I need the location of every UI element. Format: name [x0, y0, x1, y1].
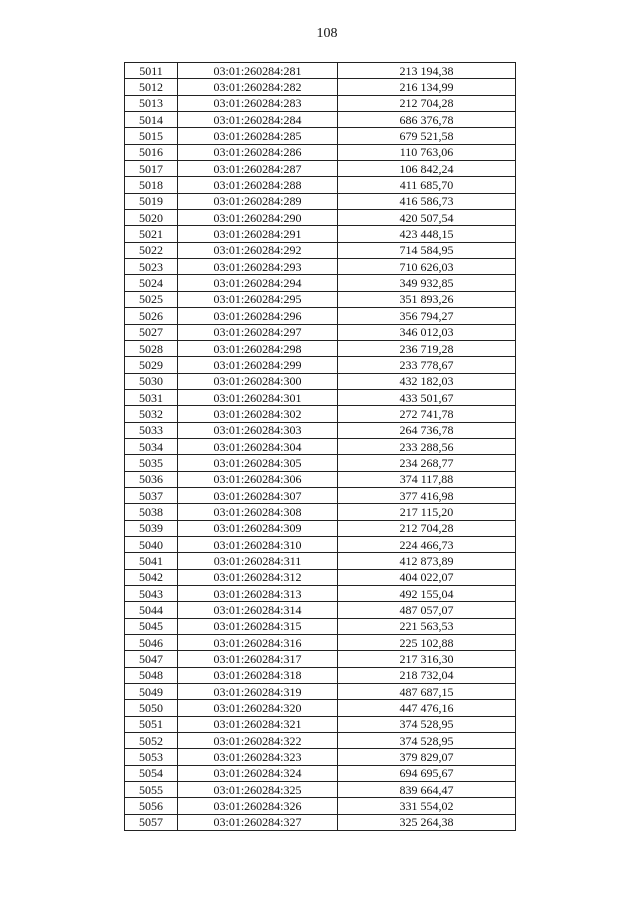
cadastral-number-cell: 03:01:260284:308 [178, 504, 338, 520]
value-cell: 416 586,73 [338, 193, 516, 209]
value-cell: 264 736,78 [338, 422, 516, 438]
table-row [125, 340, 516, 356]
table-row [125, 455, 516, 471]
row-number-cell: 5029 [125, 357, 178, 373]
table-row [125, 193, 516, 209]
table-row [125, 749, 516, 765]
cadastral-number-cell: 03:01:260284:301 [178, 389, 338, 405]
table-row [125, 684, 516, 700]
table-row [125, 667, 516, 683]
value-cell: 487 687,15 [338, 684, 516, 700]
value-cell: 349 932,85 [338, 275, 516, 291]
value-cell: 379 829,07 [338, 749, 516, 765]
cadastral-number-cell: 03:01:260284:298 [178, 340, 338, 356]
value-cell: 217 316,30 [338, 651, 516, 667]
value-cell: 272 741,78 [338, 406, 516, 422]
value-cell: 412 873,89 [338, 553, 516, 569]
value-cell: 325 264,38 [338, 814, 516, 830]
value-cell: 420 507,54 [338, 210, 516, 226]
value-cell: 492 155,04 [338, 586, 516, 602]
value-cell: 374 528,95 [338, 716, 516, 732]
row-number-cell: 5016 [125, 144, 178, 160]
row-number-cell: 5047 [125, 651, 178, 667]
cadastral-number-cell: 03:01:260284:289 [178, 193, 338, 209]
table-row [125, 602, 516, 618]
table-row [125, 471, 516, 487]
cadastral-number-cell: 03:01:260284:325 [178, 782, 338, 798]
cadastral-number-cell: 03:01:260284:312 [178, 569, 338, 585]
table-row [125, 79, 516, 95]
row-number-cell: 5024 [125, 275, 178, 291]
row-number-cell: 5039 [125, 520, 178, 536]
value-cell: 433 501,67 [338, 389, 516, 405]
table-row [125, 406, 516, 422]
value-cell: 346 012,03 [338, 324, 516, 340]
row-number-cell: 5046 [125, 635, 178, 651]
row-number-cell: 5050 [125, 700, 178, 716]
row-number-cell: 5051 [125, 716, 178, 732]
table-row [125, 586, 516, 602]
table-row [125, 765, 516, 781]
cadastral-number-cell: 03:01:260284:319 [178, 684, 338, 700]
table-row [125, 798, 516, 814]
row-number-cell: 5036 [125, 471, 178, 487]
cadastral-number-cell: 03:01:260284:294 [178, 275, 338, 291]
cadastral-number-cell: 03:01:260284:327 [178, 814, 338, 830]
row-number-cell: 5053 [125, 749, 178, 765]
table-row [125, 651, 516, 667]
value-cell: 212 704,28 [338, 520, 516, 536]
table-row [125, 357, 516, 373]
cadastral-number-cell: 03:01:260284:321 [178, 716, 338, 732]
value-cell: 110 763,06 [338, 144, 516, 160]
row-number-cell: 5049 [125, 684, 178, 700]
cadastral-number-cell: 03:01:260284:317 [178, 651, 338, 667]
registry-table [124, 62, 516, 831]
table-row [125, 112, 516, 128]
row-number-cell: 5011 [125, 63, 178, 79]
table-row [125, 259, 516, 275]
cadastral-number-cell: 03:01:260284:316 [178, 635, 338, 651]
cadastral-number-cell: 03:01:260284:326 [178, 798, 338, 814]
table-row [125, 373, 516, 389]
table-row [125, 814, 516, 830]
row-number-cell: 5012 [125, 79, 178, 95]
value-cell: 710 626,03 [338, 259, 516, 275]
cadastral-number-cell: 03:01:260284:283 [178, 95, 338, 111]
row-number-cell: 5042 [125, 569, 178, 585]
row-number-cell: 5015 [125, 128, 178, 144]
cadastral-number-cell: 03:01:260284:323 [178, 749, 338, 765]
cadastral-number-cell: 03:01:260284:285 [178, 128, 338, 144]
value-cell: 331 554,02 [338, 798, 516, 814]
cadastral-number-cell: 03:01:260284:282 [178, 79, 338, 95]
cadastral-number-cell: 03:01:260284:303 [178, 422, 338, 438]
value-cell: 423 448,15 [338, 226, 516, 242]
value-cell: 233 288,56 [338, 438, 516, 454]
cadastral-number-cell: 03:01:260284:296 [178, 308, 338, 324]
table-row [125, 128, 516, 144]
value-cell: 404 022,07 [338, 569, 516, 585]
row-number-cell: 5040 [125, 536, 178, 552]
cadastral-number-cell: 03:01:260284:322 [178, 733, 338, 749]
row-number-cell: 5056 [125, 798, 178, 814]
cadastral-number-cell: 03:01:260284:304 [178, 438, 338, 454]
value-cell: 432 182,03 [338, 373, 516, 389]
cadastral-number-cell: 03:01:260284:291 [178, 226, 338, 242]
table-row [125, 177, 516, 193]
value-cell: 679 521,58 [338, 128, 516, 144]
cadastral-number-cell: 03:01:260284:286 [178, 144, 338, 160]
cadastral-number-cell: 03:01:260284:281 [178, 63, 338, 79]
cadastral-number-cell: 03:01:260284:287 [178, 161, 338, 177]
value-cell: 377 416,98 [338, 487, 516, 503]
value-cell: 224 466,73 [338, 536, 516, 552]
row-number-cell: 5035 [125, 455, 178, 471]
cadastral-number-cell: 03:01:260284:288 [178, 177, 338, 193]
table-row [125, 161, 516, 177]
table-row [125, 635, 516, 651]
table-row [125, 63, 516, 79]
registry-table-body [125, 63, 516, 831]
value-cell: 212 704,28 [338, 95, 516, 111]
value-cell: 714 584,95 [338, 242, 516, 258]
row-number-cell: 5034 [125, 438, 178, 454]
table-row [125, 389, 516, 405]
value-cell: 236 719,28 [338, 340, 516, 356]
row-number-cell: 5027 [125, 324, 178, 340]
value-cell: 374 117,88 [338, 471, 516, 487]
cadastral-number-cell: 03:01:260284:311 [178, 553, 338, 569]
row-number-cell: 5054 [125, 765, 178, 781]
row-number-cell: 5052 [125, 733, 178, 749]
cadastral-number-cell: 03:01:260284:315 [178, 618, 338, 634]
table-row [125, 716, 516, 732]
row-number-cell: 5055 [125, 782, 178, 798]
cadastral-number-cell: 03:01:260284:302 [178, 406, 338, 422]
row-number-cell: 5031 [125, 389, 178, 405]
cadastral-number-cell: 03:01:260284:318 [178, 667, 338, 683]
table-row [125, 700, 516, 716]
table-row [125, 291, 516, 307]
value-cell: 839 664,47 [338, 782, 516, 798]
table-row [125, 438, 516, 454]
table-row [125, 504, 516, 520]
table-row [125, 324, 516, 340]
cadastral-number-cell: 03:01:260284:310 [178, 536, 338, 552]
value-cell: 351 893,26 [338, 291, 516, 307]
row-number-cell: 5045 [125, 618, 178, 634]
table-row [125, 487, 516, 503]
cadastral-number-cell: 03:01:260284:313 [178, 586, 338, 602]
row-number-cell: 5041 [125, 553, 178, 569]
table-row [125, 242, 516, 258]
row-number-cell: 5032 [125, 406, 178, 422]
cadastral-number-cell: 03:01:260284:305 [178, 455, 338, 471]
row-number-cell: 5019 [125, 193, 178, 209]
cadastral-number-cell: 03:01:260284:297 [178, 324, 338, 340]
value-cell: 234 268,77 [338, 455, 516, 471]
row-number-cell: 5043 [125, 586, 178, 602]
table-row [125, 782, 516, 798]
table-row [125, 520, 516, 536]
value-cell: 221 563,53 [338, 618, 516, 634]
cadastral-number-cell: 03:01:260284:320 [178, 700, 338, 716]
table-row [125, 210, 516, 226]
row-number-cell: 5048 [125, 667, 178, 683]
cadastral-number-cell: 03:01:260284:293 [178, 259, 338, 275]
value-cell: 106 842,24 [338, 161, 516, 177]
value-cell: 447 476,16 [338, 700, 516, 716]
value-cell: 225 102,88 [338, 635, 516, 651]
table-row [125, 618, 516, 634]
row-number-cell: 5057 [125, 814, 178, 830]
cadastral-number-cell: 03:01:260284:324 [178, 765, 338, 781]
row-number-cell: 5020 [125, 210, 178, 226]
value-cell: 694 695,67 [338, 765, 516, 781]
cadastral-number-cell: 03:01:260284:307 [178, 487, 338, 503]
table-row [125, 275, 516, 291]
row-number-cell: 5026 [125, 308, 178, 324]
row-number-cell: 5018 [125, 177, 178, 193]
row-number-cell: 5014 [125, 112, 178, 128]
row-number-cell: 5022 [125, 242, 178, 258]
value-cell: 686 376,78 [338, 112, 516, 128]
cadastral-number-cell: 03:01:260284:300 [178, 373, 338, 389]
cadastral-number-cell: 03:01:260284:284 [178, 112, 338, 128]
table-row [125, 144, 516, 160]
table-row [125, 553, 516, 569]
table-row [125, 569, 516, 585]
table-row [125, 733, 516, 749]
cadastral-number-cell: 03:01:260284:290 [178, 210, 338, 226]
row-number-cell: 5013 [125, 95, 178, 111]
table-row [125, 308, 516, 324]
cadastral-number-cell: 03:01:260284:314 [178, 602, 338, 618]
row-number-cell: 5037 [125, 487, 178, 503]
page-number: 108 [316, 26, 338, 41]
cadastral-number-cell: 03:01:260284:299 [178, 357, 338, 373]
value-cell: 374 528,95 [338, 733, 516, 749]
cadastral-number-cell: 03:01:260284:292 [178, 242, 338, 258]
value-cell: 356 794,27 [338, 308, 516, 324]
row-number-cell: 5021 [125, 226, 178, 242]
value-cell: 217 115,20 [338, 504, 516, 520]
value-cell: 411 685,70 [338, 177, 516, 193]
row-number-cell: 5028 [125, 340, 178, 356]
value-cell: 233 778,67 [338, 357, 516, 373]
value-cell: 213 194,38 [338, 63, 516, 79]
cadastral-number-cell: 03:01:260284:309 [178, 520, 338, 536]
row-number-cell: 5017 [125, 161, 178, 177]
table-row [125, 226, 516, 242]
table-row [125, 422, 516, 438]
cadastral-number-cell: 03:01:260284:295 [178, 291, 338, 307]
value-cell: 216 134,99 [338, 79, 516, 95]
table-row [125, 95, 516, 111]
row-number-cell: 5030 [125, 373, 178, 389]
row-number-cell: 5038 [125, 504, 178, 520]
value-cell: 218 732,04 [338, 667, 516, 683]
row-number-cell: 5023 [125, 259, 178, 275]
cadastral-number-cell: 03:01:260284:306 [178, 471, 338, 487]
table-row [125, 536, 516, 552]
row-number-cell: 5033 [125, 422, 178, 438]
row-number-cell: 5044 [125, 602, 178, 618]
value-cell: 487 057,07 [338, 602, 516, 618]
row-number-cell: 5025 [125, 291, 178, 307]
